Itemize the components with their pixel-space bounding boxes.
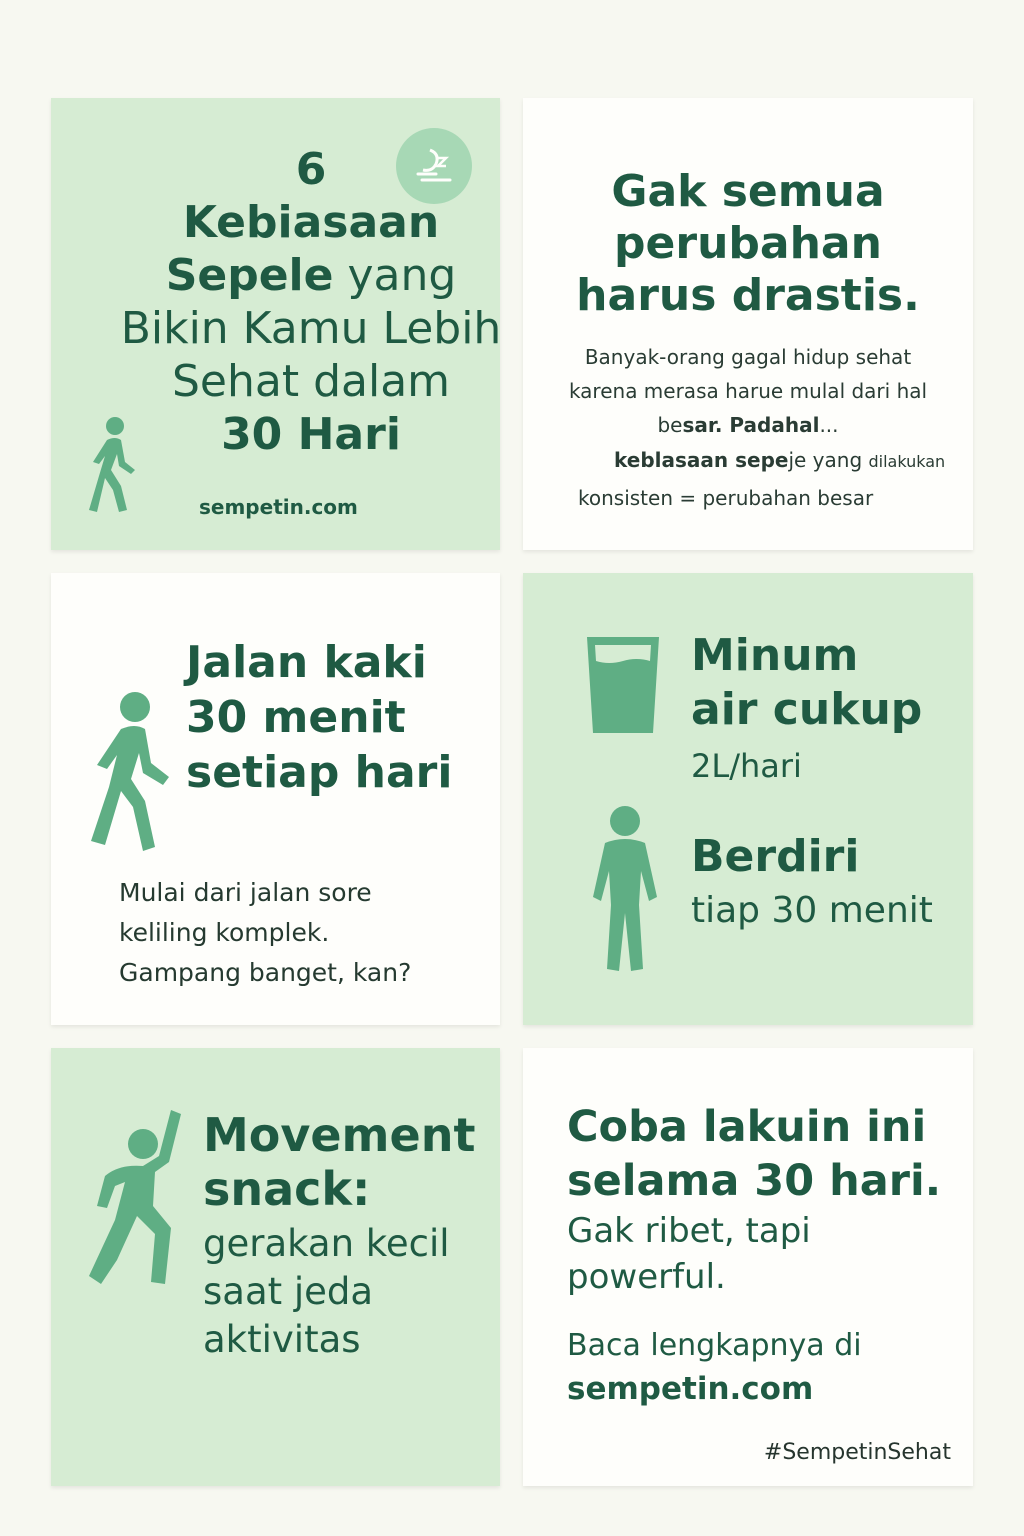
walk-card: [51, 573, 500, 1025]
change-body-line2: karena merasa harue mulal dari hal: [568, 379, 928, 403]
try-title: [567, 1100, 941, 1208]
change-body2-small: dilakukan: [868, 452, 946, 471]
change-title-line1: Gak semua: [611, 166, 885, 217]
change-body: [553, 340, 943, 442]
change-body2-line2: konsisten = perubahan besar: [578, 486, 874, 510]
walk-body-line1: Mulai dari jalan sore: [119, 878, 372, 907]
walk-body-line2: keliling komplek.: [119, 918, 330, 947]
snack-body-line1: gerakan kecil: [203, 1222, 450, 1265]
intro-title: [91, 143, 531, 461]
try-title-line2: selama 30 hari.: [567, 1156, 942, 1206]
change-body2-mid: je yang: [788, 448, 869, 472]
snack-body-line3: aktivitas: [203, 1318, 361, 1361]
walk-body-line3: Gampang banget, kan?: [119, 958, 412, 987]
try-body: [567, 1208, 811, 1300]
try-site-link[interactable]: sempetin.com: [567, 1371, 814, 1407]
water-title-line2: air cukup: [691, 684, 923, 735]
stand-title: Berdiri: [691, 831, 860, 882]
intro-line4: Sehat dalam: [171, 356, 451, 407]
walk-title-line1: Jalan kaki: [186, 637, 427, 688]
hashtag: #SempetinSehat: [763, 1440, 951, 1465]
intro-line2-bold: Sepele: [165, 250, 334, 301]
standing-person-icon: [585, 805, 665, 979]
change-body-line1: Banyak-orang gagal hidup sehat: [584, 345, 912, 369]
walking-person-icon: [85, 416, 145, 520]
try-body-line1: Gak ribet, tapi: [567, 1211, 811, 1251]
change-body-line3: [553, 408, 943, 442]
change-body-line3-a: be: [657, 413, 683, 437]
change-body-line3-b: sar. Padahal: [682, 413, 820, 437]
change-title: [523, 166, 973, 322]
snack-card: [51, 1048, 500, 1486]
try-read: Baca lengkapnya di: [567, 1328, 862, 1363]
snack-title-line1: Movement: [203, 1108, 476, 1162]
walk-title: [186, 635, 452, 800]
water-glass-icon: [585, 635, 661, 739]
intro-number: 6: [295, 144, 327, 195]
walk-title-line2: 30 menit: [186, 692, 406, 743]
water-title: [691, 629, 922, 737]
change-card: [523, 98, 973, 550]
walk-title-line3: setiap hari: [186, 747, 453, 798]
try-title-line1: Coba lakuin ini: [567, 1102, 927, 1152]
try-card: [523, 1048, 973, 1486]
walk-body: [119, 873, 411, 993]
snack-title: [203, 1108, 475, 1216]
intro-line1: Kebiasaan: [182, 197, 440, 248]
snack-body-line2: saat jeda: [203, 1270, 374, 1313]
intro-line2-rest: yang: [333, 250, 457, 301]
change-body-line3-c: ...: [819, 413, 839, 437]
water-title-line1: Minum: [691, 630, 859, 681]
change-body2-line1: [578, 442, 948, 480]
snack-title-line2: snack:: [203, 1162, 371, 1216]
walking-person-icon: [85, 691, 181, 857]
try-body-line2: powerful.: [567, 1257, 726, 1297]
change-body2-bold: keblasaan sepe: [614, 448, 789, 472]
intro-line5: 30 Hari: [221, 409, 401, 460]
change-title-line3: harus drastis.: [576, 270, 920, 321]
intro-card: [51, 98, 500, 550]
water-card: [523, 573, 973, 1025]
intro-line2: [91, 249, 531, 302]
intro-line3: Bikin Kamu Lebih: [120, 303, 502, 354]
water-sub: 2L/hari: [691, 747, 802, 785]
change-body2: [578, 442, 948, 516]
change-title-line2: perubahan: [614, 218, 882, 269]
stretching-person-icon: [85, 1110, 191, 1294]
snack-body: [203, 1220, 450, 1364]
stand-sub: tiap 30 menit: [691, 890, 933, 931]
intro-site: sempetin.com: [199, 495, 358, 519]
